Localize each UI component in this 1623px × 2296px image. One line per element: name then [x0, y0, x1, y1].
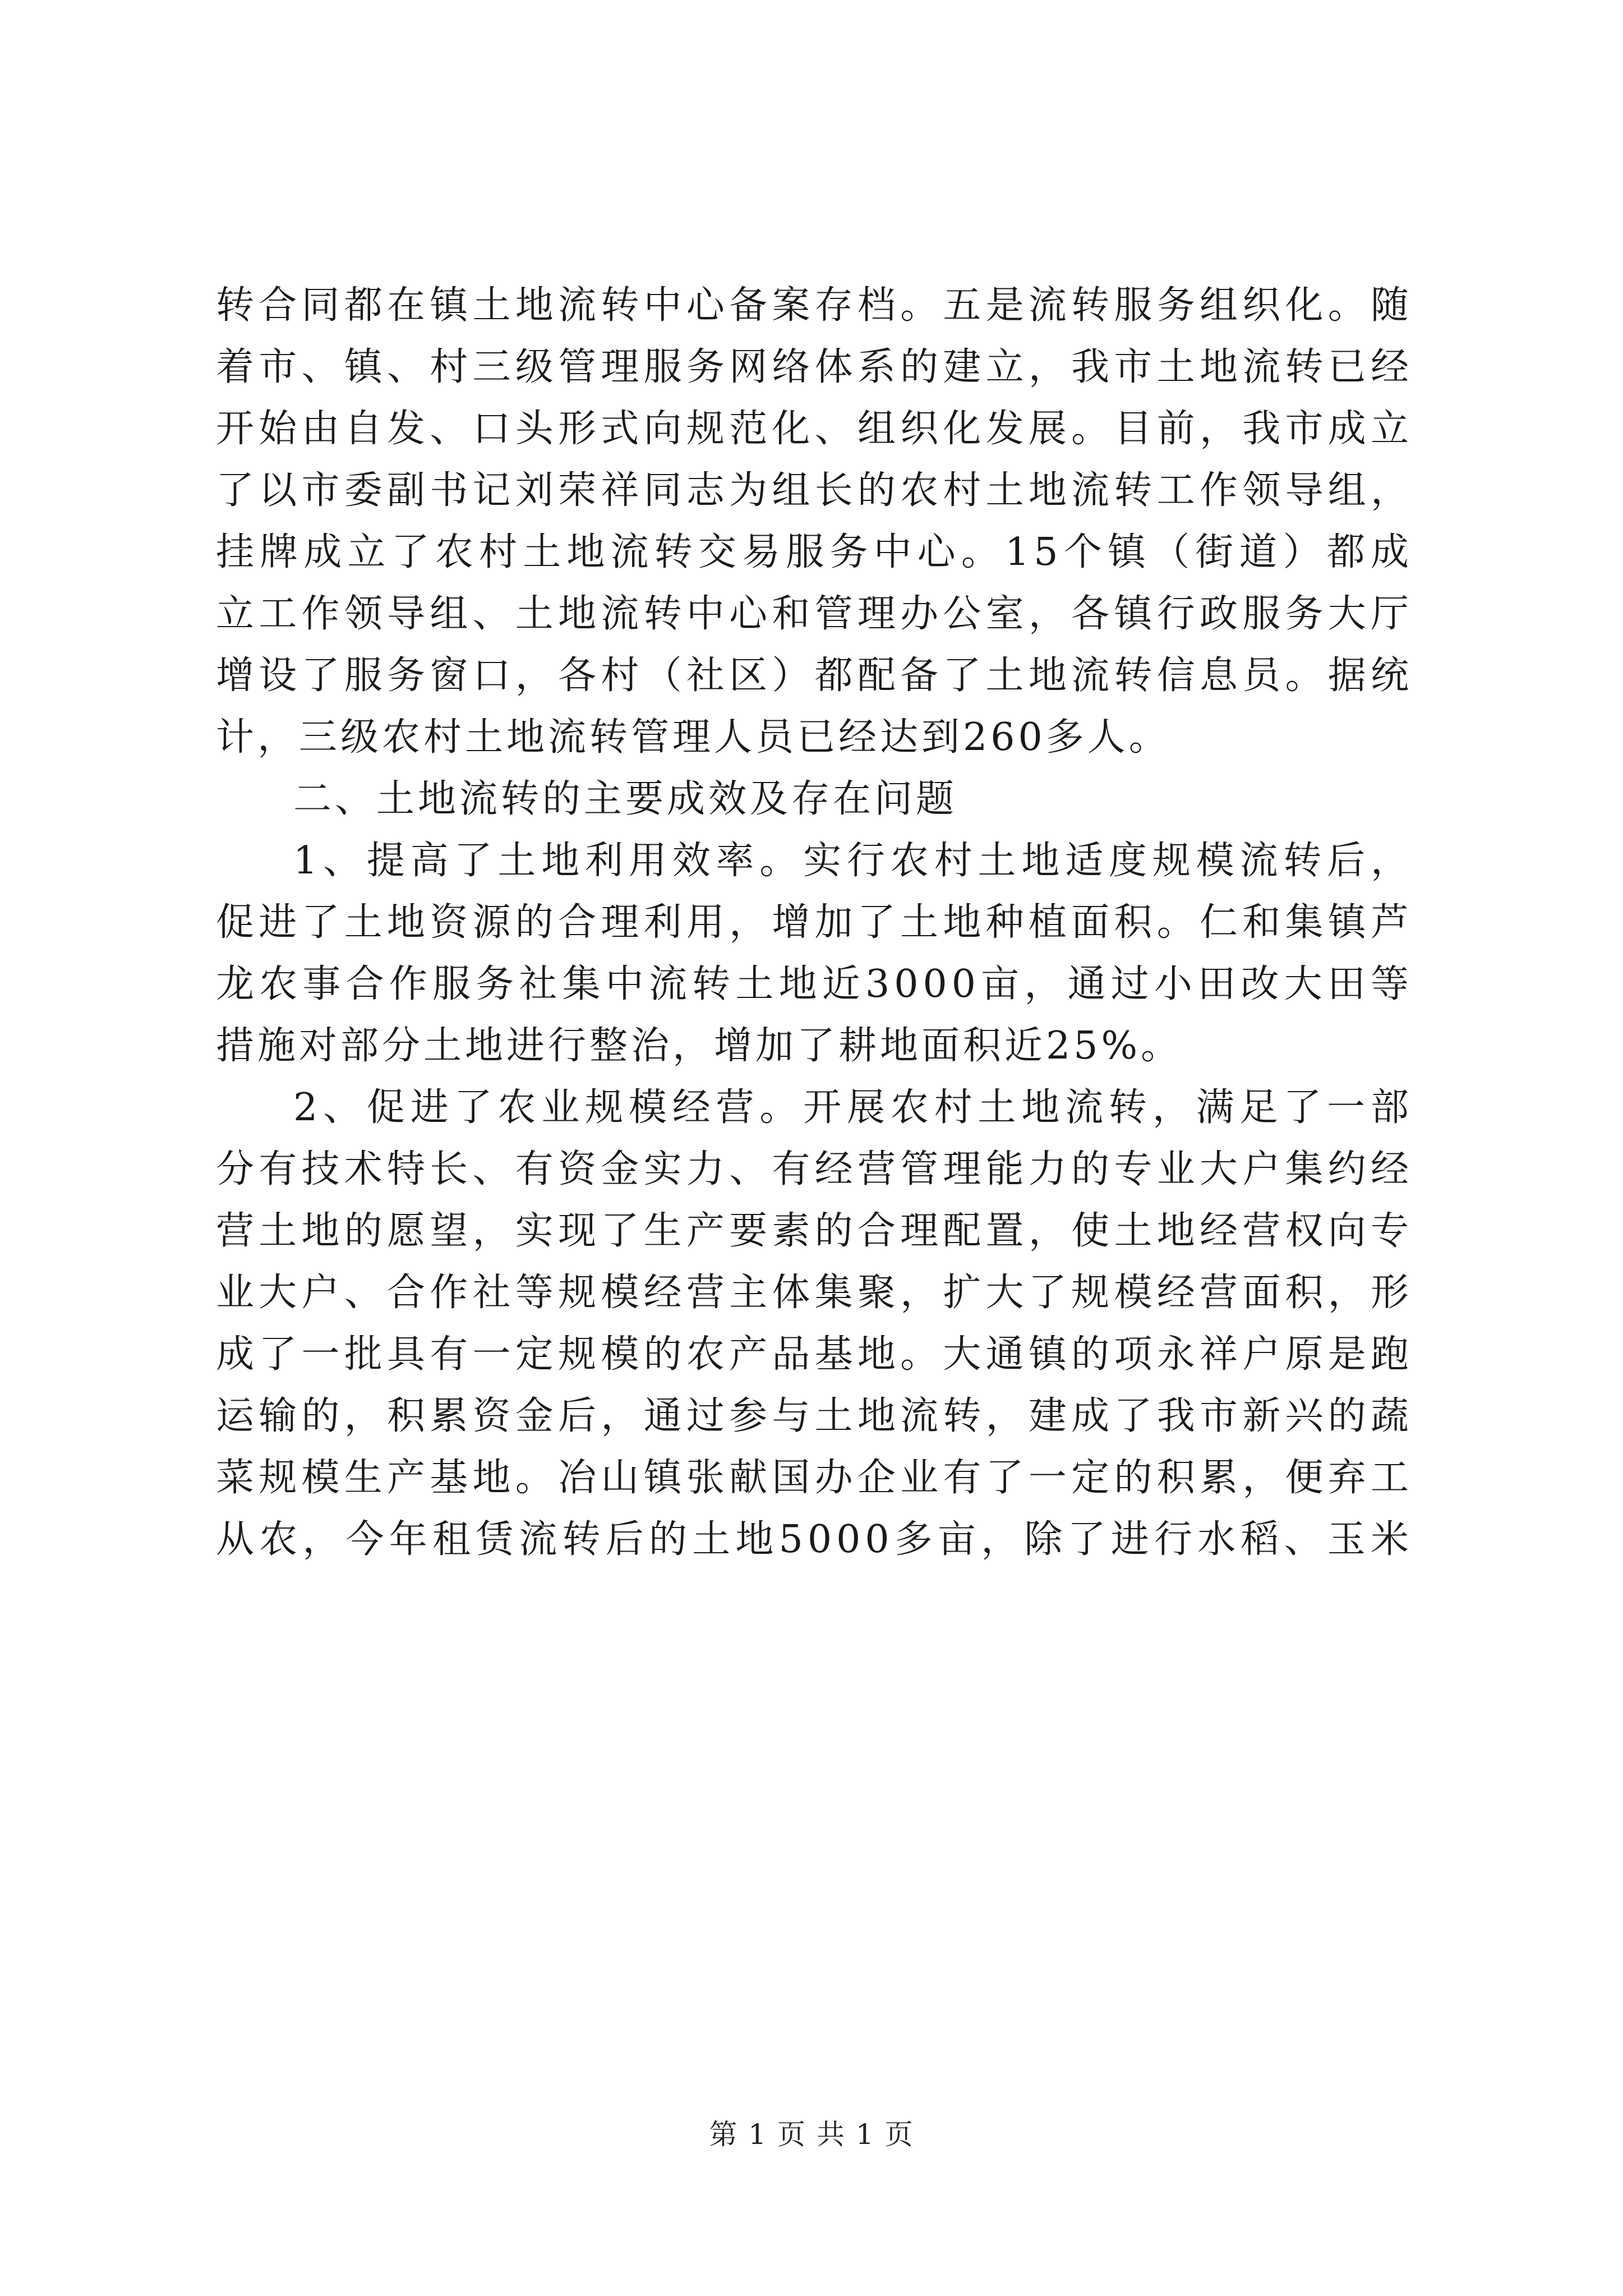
- text-line-17: 业大户、合作社等规模经营主体集聚，扩大了规模经营面积，形: [216, 1271, 1413, 1315]
- text-line-6: 立工作领导组、土地流转中心和管理办公室，各镇行政服务大厅: [216, 592, 1413, 636]
- text-line-7: 增设了服务窗口，各村（社区）都配备了土地流转信息员。据统: [216, 654, 1413, 698]
- text-line-19: 运输的，积累资金后，通过参与土地流转，建成了我市新兴的蔬: [216, 1394, 1413, 1438]
- text-line-18: 成了一批具有一定规模的农产品基地。大通镇的项永祥户原是跑: [216, 1332, 1413, 1377]
- text-line-10: 1、提高了土地利用效率。实行农村土地适度规模流转后，: [293, 839, 1413, 883]
- text-line-20: 菜规模生产基地。冶山镇张献国办企业有了一定的积累，便弃工: [216, 1456, 1413, 1500]
- text-line-15: 分有技术特长、有资金实力、有经营管理能力的专业大户集约经: [216, 1147, 1413, 1191]
- document-body: [216, 283, 1413, 1579]
- text-line-21: 从农，今年租赁流转后的土地5000多亩，除了进行水稻、玉米: [216, 1517, 1413, 1562]
- text-line-16: 营土地的愿望，实现了生产要素的合理配置，使土地经营权向专: [216, 1209, 1413, 1253]
- page-footer: 第 1 页 共 1 页: [709, 2118, 914, 2151]
- text-line-11: 促进了土地资源的合理利用，增加了土地种植面积。仁和集镇芦: [216, 900, 1413, 945]
- text-line-14: 2、促进了农业规模经营。开展农村土地流转，满足了一部: [293, 1085, 1413, 1130]
- text-line-4: 了以市委副书记刘荣祥同志为组长的农村土地流转工作领导组，: [216, 468, 1413, 513]
- text-line-5: 挂牌成立了农村土地流转交易服务中心。15个镇（街道）都成: [216, 530, 1413, 574]
- text-line-13: 措施对部分土地进行整治，增加了耕地面积近25%。: [216, 1024, 1183, 1068]
- text-line-12: 龙农事合作服务社集中流转土地近3000亩，通过小田改大田等: [216, 962, 1413, 1006]
- section-heading: 二、土地流转的主要成效及存在问题: [293, 777, 958, 821]
- text-line-1: 转合同都在镇土地流转中心备案存档。五是流转服务组织化。随: [216, 283, 1413, 328]
- text-line-3: 开始由自发、口头形式向规范化、组织化发展。目前，我市成立: [216, 407, 1413, 451]
- text-line-8: 计，三级农村土地流转管理人员已经达到260多人。: [216, 715, 1170, 760]
- text-line-2: 着市、镇、村三级管理服务网络体系的建立，我市土地流转已经: [216, 345, 1413, 389]
